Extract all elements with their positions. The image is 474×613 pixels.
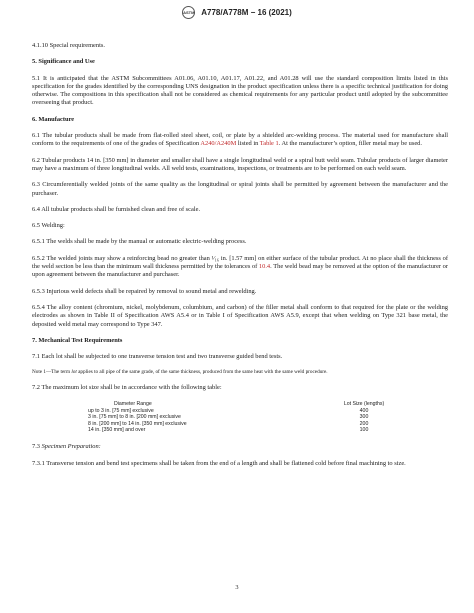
paragraph-6-5-1: 6.5.1 The welds shall be made by the manual or automatic electric-welding process. xyxy=(32,238,247,246)
link-10-4[interactable]: 10.4 xyxy=(258,263,271,271)
table-header-diameter: Diameter Range xyxy=(114,400,152,407)
note-1: Note 1—The term lot applies to all pipe of the same grade, of the same thickness, produced from the same heat with the same weld procedure. xyxy=(32,369,328,376)
paragraph-7-3: 7.3 Specimen Preparation: xyxy=(32,443,101,451)
paragraph-6-5-2: 6.5.2 The welded joints may show a reinforcing bead no greater than ¹⁄₁₆ in. [1.57 mm] on either surface of the tubular product. At no place shall the thickness of the weld section be less than the minimum wall thickness permitted by the tolerances of 10.4. The weld bead may be removed at the option of the manufacturer or upon agreement between the manufacturer and purchaser. xyxy=(32,254,448,279)
paragraph-6-5-4: 6.5.4 The alloy content (chromium, nickel, molybdenum, columbium, and carbon) of the filler metal shall conform to that required for the plate or the welding electrodes as shown in Table II of Specification AWS A5.4 or in Table I of Specification AWS A5.9, except that when welding on Type 321 base metal, the deposited weld metal may correspond to Type 347. xyxy=(32,303,448,328)
paragraph-4-1-10: 4.1.10 Special requirements. xyxy=(32,42,105,49)
paragraph-5-1: 5.1 It is anticipated that the ASTM Subcommittees A01.06, A01.10, A01.17, A01.22, and A01.28 will use the standard composition limits listed in this specification for the grades identified by the corresponding UNS designation in the product specification unless there is a specific technical justification for doing otherwise. The compositions in this specification shall not be considered as chemical requirements for any particular product until adopted by the subcommittee overseeing that product. xyxy=(32,74,448,107)
paragraph-6-3: 6.3 Circumferentially welded joints of the same quality as the longitudinal or spiral joints shall be permitted by agreement between the manufacturer and the purchaser. xyxy=(32,181,448,197)
heading-section-5: 5. Significance and Use xyxy=(32,58,95,66)
page-number: 3 xyxy=(235,584,239,591)
paragraph-7-2: 7.2 The maximum lot size shall be in accordance with the following table: xyxy=(32,384,222,392)
paragraph-7-1: 7.1 Each lot shall be subjected to one transverse tension test and two transverse guided bend tests. xyxy=(32,353,283,361)
lot-size-table xyxy=(88,401,392,433)
paragraph-6-5-3: 6.5.3 Injurious weld defects shall be repaired by removal to sound metal and rewelding. xyxy=(32,287,257,295)
link-a240[interactable]: A240/A240M xyxy=(200,140,237,148)
paragraph-6-1: 6.1 The tubular products shall be made from flat-rolled steel sheet, coil, or plate by a shielded arc-welding process. The material used for manufacture shall conform to the requirements of one of the grades of Specification A240/A240M listed in Table 1. At the manufacturer’s option, filler metal may be used. xyxy=(32,132,448,148)
astm-logo-icon: ASTM xyxy=(182,6,195,19)
table-row: up to 3 in. [75 mm] exclusive 400 xyxy=(88,408,369,415)
paragraph-7-3-1: 7.3.1 Transverse tension and bend test specimens shall be taken from the end of a length and shall be flattened cold before final machining to size. xyxy=(32,459,406,467)
paragraph-6-2: 6.2 Tubular products 14 in. [350 mm] in diameter and smaller shall have a single longitudinal weld or a spiral butt weld seam. Tubular products of larger diameter may have a maximum of three longitudinal welds. All weld tests, examinations, inspections, or treatments are to be performed on each weld seam. xyxy=(32,156,448,172)
paragraph-6-5: 6.5 Welding: xyxy=(32,222,65,230)
table-row: 14 in. [350 mm] and over 100 xyxy=(88,426,369,433)
table-row: 3 in. [75 mm] to 8 in. [200 mm] exclusive 300 xyxy=(88,414,369,421)
document-body xyxy=(32,42,448,476)
heading-section-7: 7. Mechanical Test Requirements xyxy=(32,336,123,344)
link-table-1[interactable]: Table 1 xyxy=(259,140,279,148)
document-id: A778/A778M − 16 (2021) xyxy=(201,8,292,17)
table-row: 8 in. [200 mm] to 14 in. [350 mm] exclusive 200 xyxy=(88,420,369,427)
paragraph-6-4: 6.4 All tubular products shall be furnished clean and free of scale. xyxy=(32,205,201,213)
table-header-row xyxy=(88,401,392,407)
table-header-lot-size: Lot Size (lengths) xyxy=(343,400,385,407)
heading-section-6: 6. Manufacture xyxy=(32,115,75,123)
page-header xyxy=(0,6,474,19)
